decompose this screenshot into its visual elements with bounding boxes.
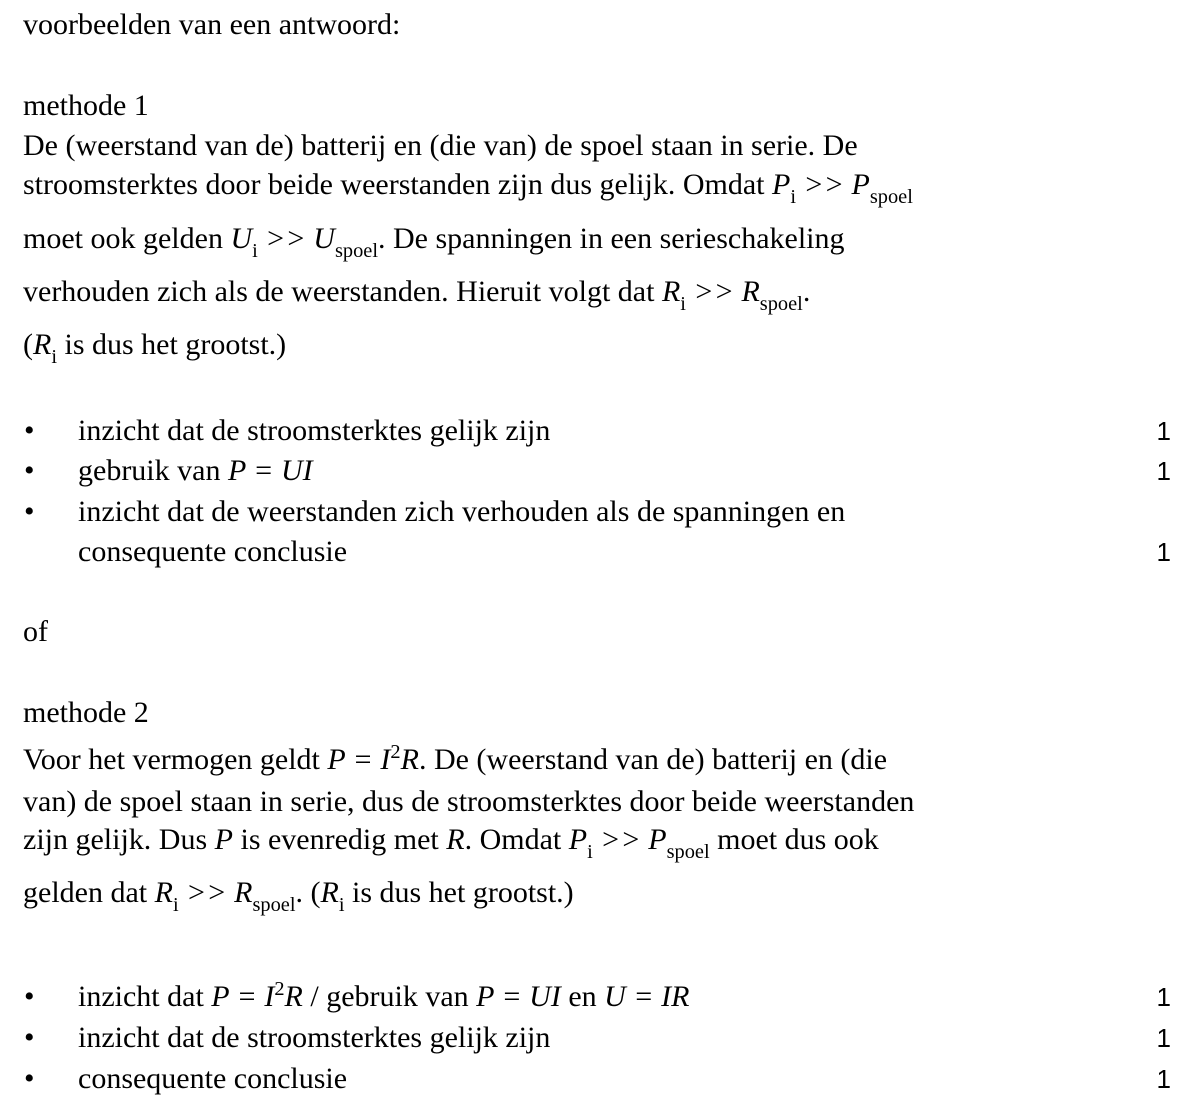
formula-p-equals-ui: P = UI bbox=[476, 980, 561, 1013]
formula-r-i: $R_i$ bbox=[33, 328, 57, 369]
bullet-icon: • bbox=[24, 454, 35, 487]
methode-2-line-4: gelden dat $R_i >> R_{spoel}$. ($R_i$ is dus het grootst.) bbox=[23, 876, 574, 917]
methode-2-line-2: van) de spoel staan in serie, dus de stroomsterktes door beide weerstanden bbox=[23, 785, 915, 818]
or-separator: of bbox=[23, 615, 48, 648]
methode-2-score-3: 1 bbox=[1156, 1064, 1171, 1094]
methode-2-line-3-text-d: moet dus ook bbox=[717, 823, 879, 856]
intro-text: voorbeelden van een antwoord: bbox=[23, 8, 401, 41]
methode-2-line-3-text-a: zijn gelijk. Dus bbox=[23, 823, 208, 856]
formula-p-equals-i2r: $P = I^2R$ bbox=[327, 740, 419, 776]
methode-1-criterion-3-cont: consequente conclusie bbox=[78, 535, 348, 568]
methode-1-line-5: ($R_i$ is dus het grootst.) bbox=[23, 328, 287, 369]
bullet-icon: • bbox=[24, 1062, 35, 1095]
methode-1-line-3-text-a: moet ook gelden bbox=[23, 222, 223, 255]
formula-u-equals-ir: U = IR bbox=[604, 980, 690, 1013]
formula-u-i-gg-u-spoel: $U_i >> U_{spoel}$ bbox=[230, 222, 378, 263]
bullet-icon: • bbox=[24, 414, 35, 447]
formula-p-equals-i2r: $P = I^2R$ bbox=[211, 977, 303, 1013]
formula-p-i-gg-p-spoel: $P_i >> P_{spoel}$ bbox=[568, 823, 710, 864]
methode-2-criterion-3: consequente conclusie bbox=[78, 1062, 348, 1095]
formula-p-equals-ui: P = UI bbox=[227, 454, 313, 487]
methode-2-criterion-1 bbox=[78, 977, 690, 1013]
methode-2-line-4-text-b: is dus het grootst.) bbox=[352, 876, 574, 909]
methode-1-criterion-3: inzicht dat de weerstanden zich verhouden als de spanningen en bbox=[78, 495, 846, 528]
formula-r-i-gg-r-spoel: $R_i >> R_{spoel}$ bbox=[661, 275, 803, 316]
methode-2-score-1: 1 bbox=[1156, 982, 1171, 1012]
methode-1-criterion-2-text: gebruik van bbox=[78, 454, 221, 487]
bullet-icon: • bbox=[24, 1021, 35, 1054]
methode-2-line-3-text-b: is evenredig met bbox=[240, 823, 439, 856]
methode-1-line-2 bbox=[23, 168, 913, 209]
methode-2-score-2: 1 bbox=[1156, 1023, 1171, 1053]
methode-2-line-1-text-a: Voor het vermogen geldt bbox=[23, 743, 320, 776]
methode-1-score-2: 1 bbox=[1156, 456, 1171, 486]
formula-p-i-gg-p-spoel: $P_i >> P_{spoel}$ bbox=[772, 168, 913, 209]
formula-r-i-gg-r-spoel: $R_i >> R_{spoel}$ bbox=[154, 876, 296, 917]
methode-1-line-3-text-b: De spanningen in een serieschakeling bbox=[393, 222, 845, 255]
methode-2-line-3-text-c: . Omdat bbox=[464, 823, 562, 856]
methode-2-criterion-1-text-c: en bbox=[568, 980, 597, 1013]
methode-2-line-1 bbox=[23, 740, 888, 776]
methode-1-heading: methode 1 bbox=[23, 89, 149, 122]
methode-1-line-1: De (weerstand van de) batterij en (die van) de spoel staan in serie. De bbox=[23, 129, 858, 162]
methode-1-line-4: verhouden zich als de weerstanden. Hieruit volgt dat $R_i >> R_{spoel}$. bbox=[23, 275, 811, 316]
methode-2-line-4-text-a: gelden dat bbox=[23, 876, 148, 909]
bullet-icon: • bbox=[24, 980, 35, 1013]
methode-1-criterion-1: inzicht dat de stroomsterktes gelijk zijn bbox=[78, 414, 551, 447]
methode-1-line-2-text: stroomsterktes door beide weerstanden zijn dus gelijk. Omdat bbox=[23, 168, 765, 201]
bullet-icon: • bbox=[24, 495, 35, 528]
methode-2-line-3 bbox=[23, 823, 879, 864]
methode-1-criterion-2 bbox=[78, 456, 313, 486]
methode-1-score-3: 1 bbox=[1156, 537, 1171, 567]
methode-2-line-1-text-b: . De (weerstand van de) batterij en (die bbox=[418, 743, 888, 776]
methode-2-criterion-1-text-a: inzicht dat bbox=[78, 980, 204, 1013]
methode-2-heading: methode 2 bbox=[23, 696, 149, 729]
symbol-r: R bbox=[446, 823, 465, 856]
methode-1-line-5-text: is dus het grootst.) bbox=[64, 328, 287, 361]
formula-r-i: $R_i$ bbox=[320, 876, 345, 917]
symbol-p: P bbox=[214, 823, 233, 856]
methode-1-line-4-text: verhouden zich als de weerstanden. Hieruit volgt dat bbox=[23, 275, 655, 308]
methode-2-criterion-2: inzicht dat de stroomsterktes gelijk zijn bbox=[78, 1021, 551, 1054]
methode-2-criterion-1-text-b: / gebruik van bbox=[310, 980, 469, 1013]
methode-1-line-3: moet ook gelden $U_i >> U_{spoel}$. De spanningen in een serieschakeling bbox=[23, 222, 845, 263]
methode-1-score-1: 1 bbox=[1156, 416, 1171, 446]
